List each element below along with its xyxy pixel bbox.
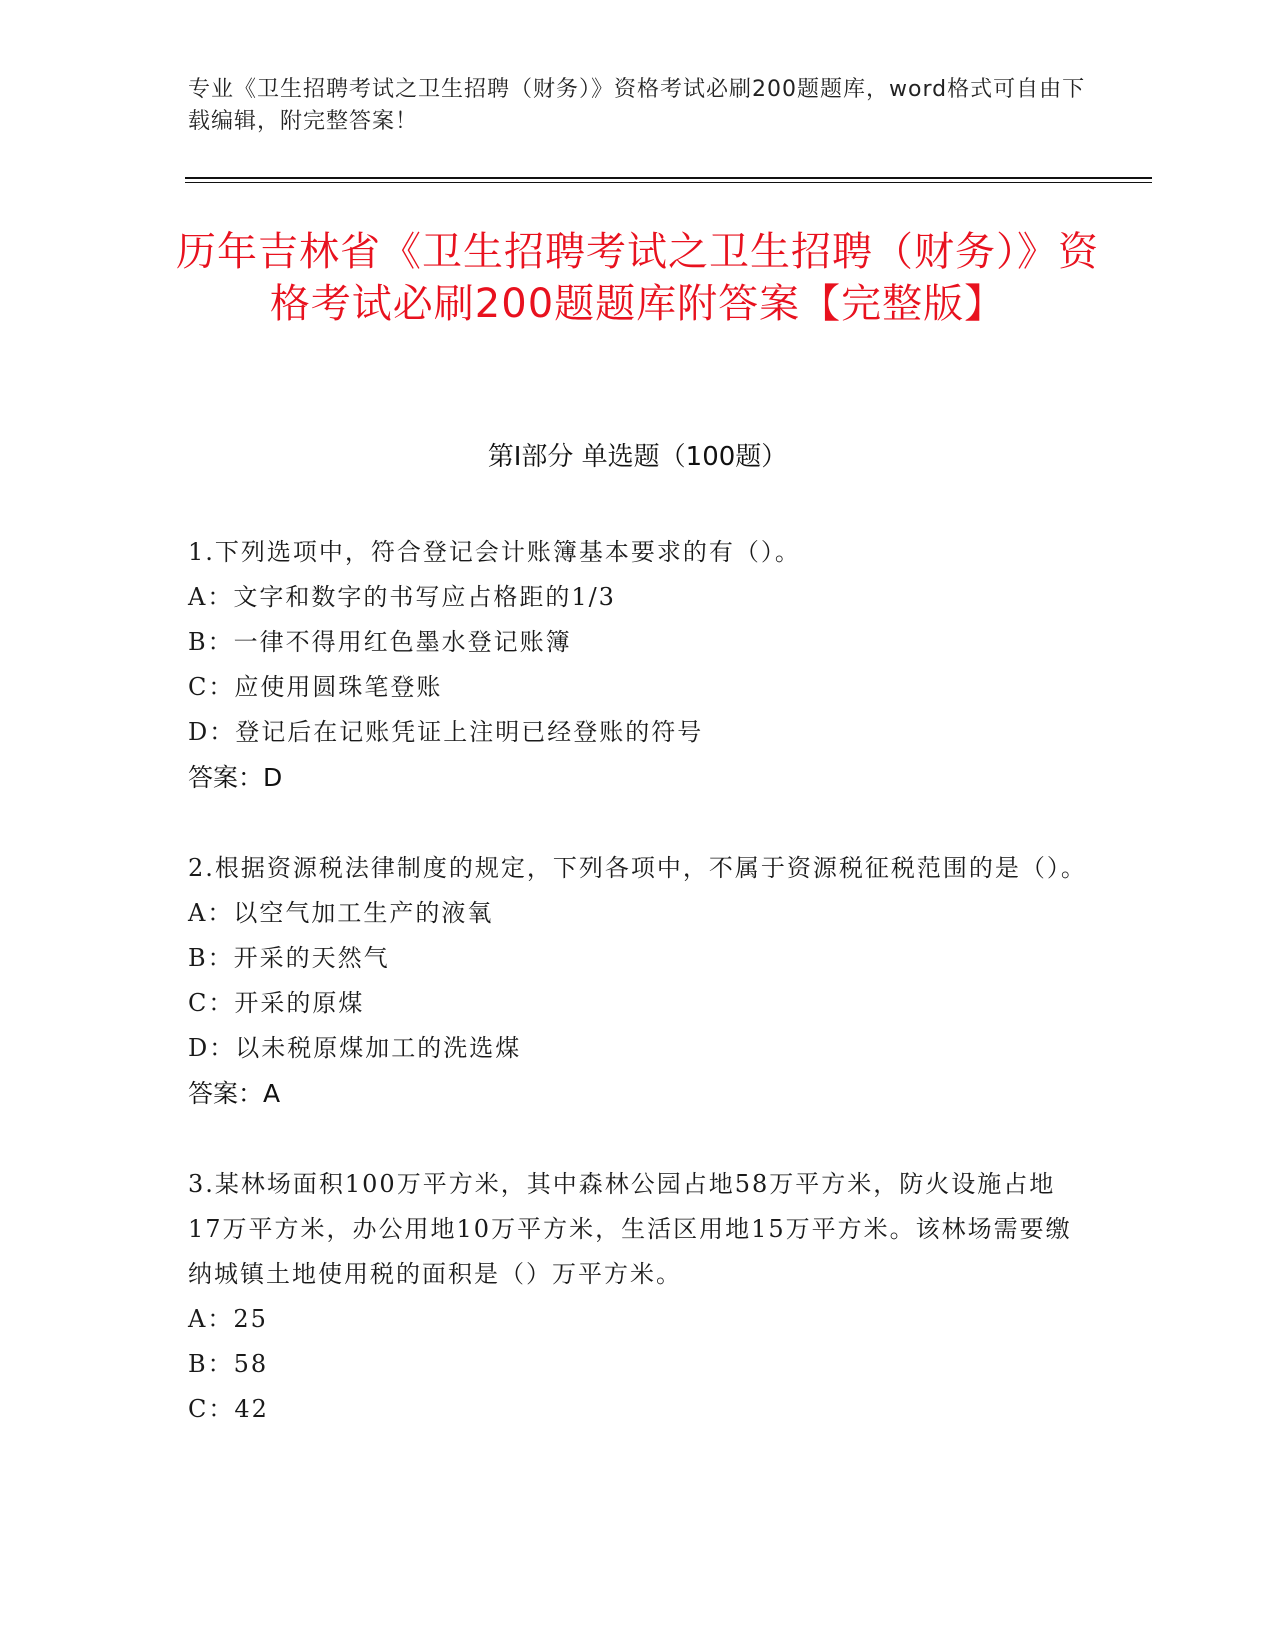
header-divider-thin	[185, 182, 1152, 183]
question-1	[188, 530, 1088, 800]
option-a: A：文字和数字的书写应占格距的1/3	[188, 583, 616, 611]
option-c: C：开采的原煤	[188, 989, 365, 1017]
question-2	[188, 846, 1088, 1116]
question-3	[188, 1162, 1088, 1432]
answer-text: 答案：D	[188, 763, 283, 792]
header-divider-thick	[185, 177, 1152, 179]
option-c: C：42	[188, 1395, 269, 1423]
document-title: 历年吉林省《卫生招聘考试之卫生招聘（财务）》资格考试必刷200题题库附答案【完整版】	[176, 229, 1099, 327]
option-c: C：应使用圆珠笔登账	[188, 673, 443, 701]
answer-text: 答案：A	[188, 1079, 281, 1108]
option-a: A：以空气加工生产的液氧	[188, 899, 494, 927]
question-stem: 3.某林场面积100万平方米，其中森林公园占地58万平方米，防火设施占地17万平方米，办公用地10万平方米，生活区用地15万平方米。该林场需要缴纳城镇土地使用税的面积是（）万平方米。	[188, 1170, 1072, 1288]
option-d: D：以未税原煤加工的洗选煤	[188, 1034, 522, 1062]
question-stem: 1.下列选项中，符合登记会计账簿基本要求的有（）。	[188, 538, 801, 566]
section-heading: 第I部分 单选题（100题）	[487, 442, 788, 472]
header-note: 专业《卫生招聘考试之卫生招聘（财务）》资格考试必刷200题题库，word格式可自由下载编辑，附完整答案！	[188, 77, 1086, 134]
option-b: B：开采的天然气	[188, 944, 390, 972]
question-list	[188, 530, 1088, 1478]
option-b: B：58	[188, 1350, 269, 1378]
option-b: B：一律不得用红色墨水登记账簿	[188, 628, 572, 656]
option-d: D：登记后在记账凭证上注明已经登账的符号	[188, 718, 704, 746]
option-a: A：25	[188, 1305, 268, 1333]
question-stem: 2.根据资源税法律制度的规定，下列各项中，不属于资源税征税范围的是（）。	[188, 854, 1087, 882]
